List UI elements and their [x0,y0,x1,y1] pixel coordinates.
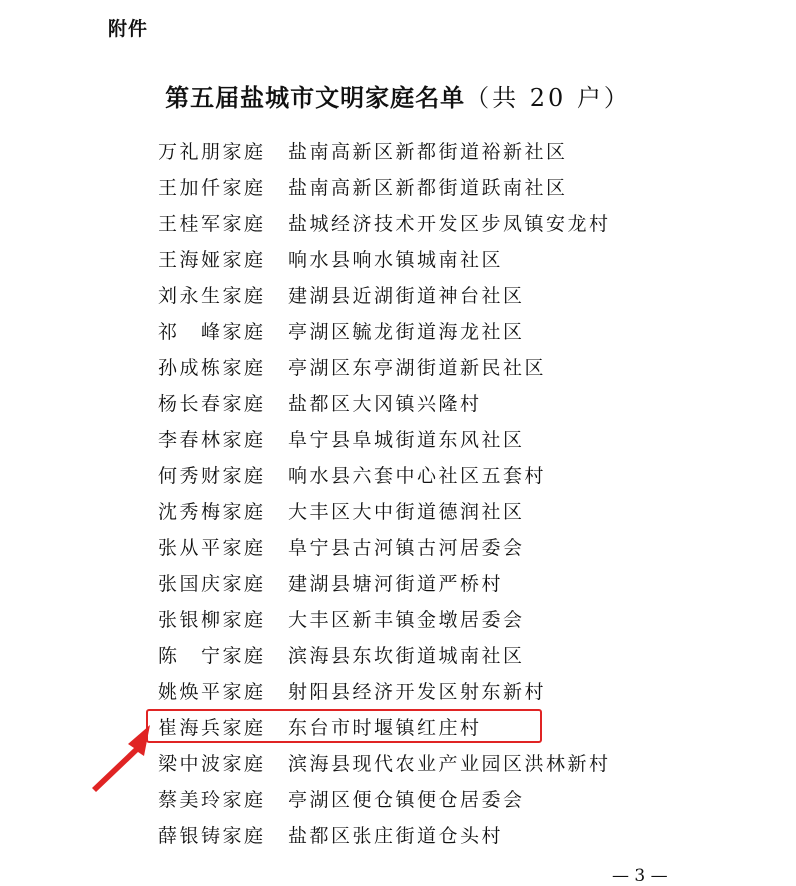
family-name: 王加仟家庭 [158,177,266,199]
family-name: 祁 峰家庭 [158,321,266,343]
family-address: 盐都区大冈镇兴隆村 [288,393,482,415]
highlight-box [146,709,542,743]
list-item [158,386,611,422]
family-address: 亭湖区毓龙街道海龙社区 [288,321,525,343]
family-address: 响水县六套中心社区五套村 [288,465,547,487]
family-address: 射阳县经济开发区射东新村 [288,681,547,703]
list-item [158,134,611,170]
family-name: 姚焕平家庭 [158,681,266,703]
family-address: 建湖县近湖街道神台社区 [288,285,525,307]
list-item [158,494,611,530]
family-address: 盐南高新区新都街道跃南社区 [288,177,568,199]
family-name: 何秀财家庭 [158,465,266,487]
list-item [158,206,611,242]
family-address: 建湖县塘河街道严桥村 [288,573,504,595]
page-title [0,78,796,113]
family-name: 王海娅家庭 [158,249,266,271]
family-name: 陈 宁家庭 [158,645,266,667]
family-address: 滨海县东坎街道城南社区 [288,645,525,667]
family-name: 张银柳家庭 [158,609,266,631]
family-name: 薛银铸家庭 [158,825,266,847]
family-name: 万礼朋家庭 [158,141,266,163]
family-name: 杨长春家庭 [158,393,266,415]
list-item [158,170,611,206]
family-name: 刘永生家庭 [158,285,266,307]
list-item [158,242,611,278]
list-item [158,602,611,638]
list-item [158,674,611,710]
family-address: 大丰区新丰镇金墩居委会 [288,609,525,631]
list-item [158,278,611,314]
list-item [158,422,611,458]
page-title-count: （共 20 户） [465,84,631,112]
list-item [158,566,611,602]
list-item [158,746,611,782]
family-address: 东台市时堰镇红庄村 [288,717,482,739]
family-name: 沈秀梅家庭 [158,501,266,523]
family-address: 阜宁县古河镇古河居委会 [288,537,525,559]
attachment-label: 附件 [108,18,149,40]
list-item [158,782,611,818]
family-name: 崔海兵家庭 [158,717,266,739]
arrow-icon [88,722,158,794]
family-name: 孙成栋家庭 [158,357,266,379]
family-name: 李春林家庭 [158,429,266,451]
list-item [158,818,611,854]
list-item [158,314,611,350]
family-address: 盐都区张庄街道仓头村 [288,825,504,847]
family-name: 张从平家庭 [158,537,266,559]
family-address: 亭湖区东亭湖街道新民社区 [288,357,547,379]
list-item [158,530,611,566]
family-list [158,134,611,854]
family-address: 响水县响水镇城南社区 [288,249,504,271]
list-item [158,350,611,386]
family-name: 张国庆家庭 [158,573,266,595]
page-title-main: 第五届盐城市文明家庭名单 [165,84,466,112]
family-address: 滨海县现代农业产业园区洪林新村 [288,753,611,775]
page-number: — 3 — [612,866,668,886]
family-address: 阜宁县阜城街道东风社区 [288,429,525,451]
list-item [158,458,611,494]
family-address: 盐南高新区新都街道裕新社区 [288,141,568,163]
family-name: 梁中波家庭 [158,753,266,775]
family-name: 蔡美玲家庭 [158,789,266,811]
family-name: 王桂军家庭 [158,213,266,235]
family-address: 亭湖区便仓镇便仓居委会 [288,789,525,811]
family-address: 盐城经济技术开发区步凤镇安龙村 [288,213,611,235]
family-address: 大丰区大中街道德润社区 [288,501,525,523]
list-item [158,638,611,674]
